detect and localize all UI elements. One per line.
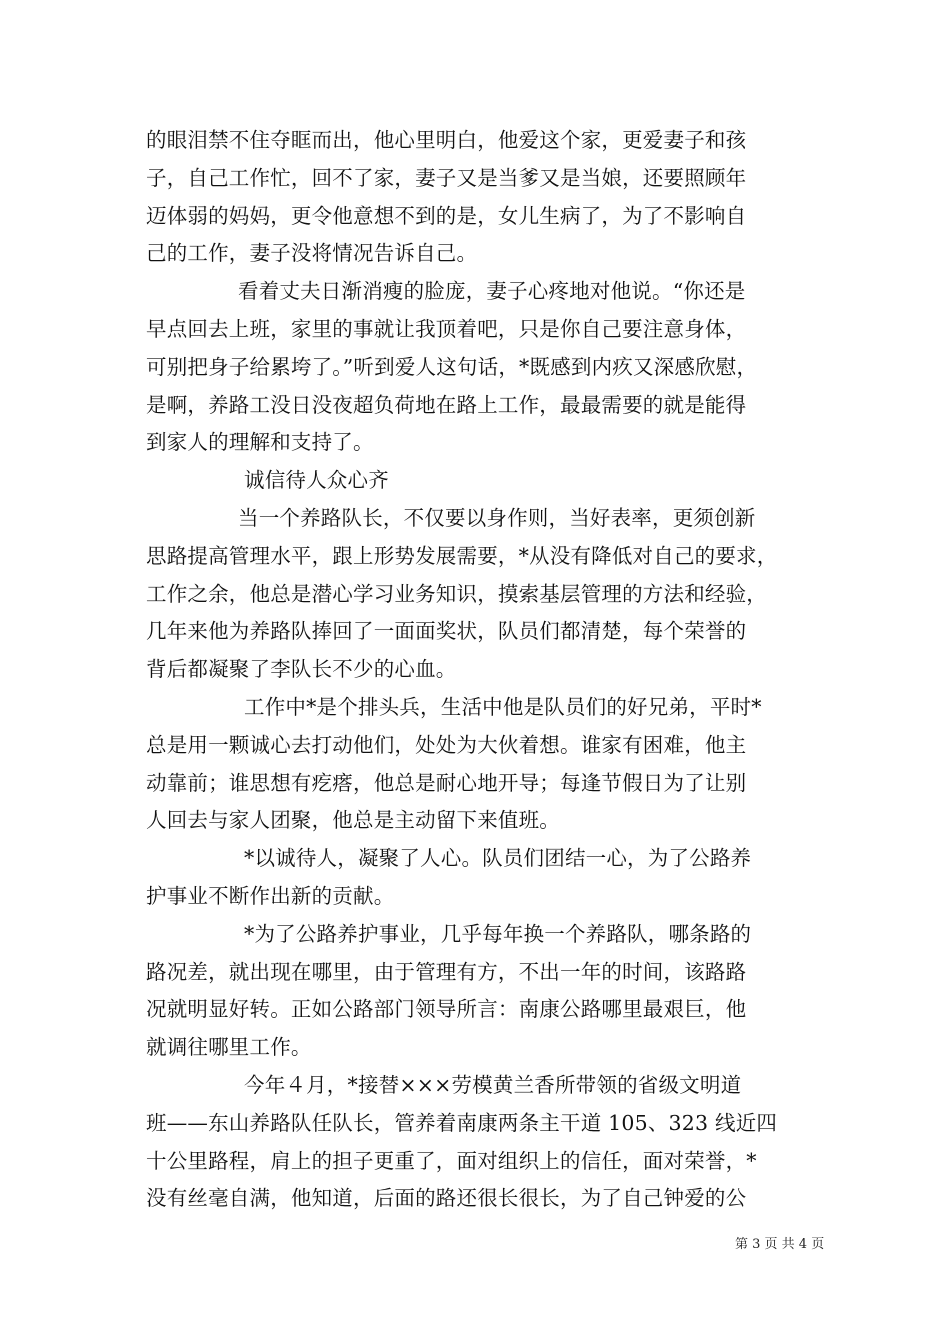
text-line: 总是用一颗诚心去打动他们，处处为大伙着想。谁家有困难，他主	[146, 732, 747, 757]
text-line: 当一个养路队长，不仅要以身作则，当好表率，更须创新	[238, 505, 756, 530]
text-line: 到家人的理解和支持了。	[146, 430, 374, 455]
section-heading	[146, 462, 816, 500]
text-line: 护事业不断作出新的贡献。	[146, 883, 395, 908]
heading-text: 诚信待人众心齐	[244, 468, 389, 493]
body-text	[146, 122, 816, 1218]
text-line: 思路提高管理水平，跟上形势发展需要，*从没有降低对自己的要求，	[146, 543, 778, 568]
text-line: 己的工作，妻子没将情况告诉自己。	[146, 241, 478, 266]
text-line: 是啊，养路工没日没夜超负荷地在路上工作，最最需要的就是能得	[146, 392, 747, 417]
text-line: 看着丈夫日渐消瘦的脸庞，妻子心疼地对他说。“你还是	[238, 279, 746, 304]
paragraph	[146, 840, 816, 916]
paragraph	[146, 1067, 816, 1218]
text-line: *以诚待人，凝聚了人心。队员们团结一心，为了公路养	[244, 846, 752, 871]
paragraph	[146, 689, 816, 840]
paragraph	[146, 273, 816, 462]
text-line: 路况差，就出现在哪里，由于管理有方，不出一年的时间，该路路	[146, 959, 747, 984]
text-line: 动靠前；谁思想有疙瘩，他总是耐心地开导；每逢节假日为了让别	[146, 770, 747, 795]
text-line: 早点回去上班，家里的事就让我顶着吧，只是你自己要注意身体，	[146, 316, 747, 341]
paragraph	[146, 122, 816, 273]
text-line: 况就明显好转。正如公路部门领导所言：南康公路哪里最艰巨，他	[146, 997, 747, 1022]
text-line: 工作中*是个排头兵，生活中他是队员们的好兄弟，平时*	[244, 694, 762, 719]
paragraph	[146, 500, 816, 689]
text-line: 工作之余，他总是潜心学习业务知识，摸索基层管理的方法和经验，	[146, 581, 767, 606]
text-line: 子，自己工作忙，回不了家，妻子又是当爹又是当娘，还要照顾年	[146, 165, 747, 190]
text-line: 可别把身子给累垮了。”听到爱人这句话，*既感到内疚又深感欣慰，	[146, 354, 758, 379]
text-line: 几年来他为养路队捧回了一面面奖状，队员们都清楚，每个荣誉的	[146, 619, 747, 644]
page-number: 第 3 页 共 4 页	[735, 1237, 825, 1252]
text-line: 班——东山养路队任队长，管养着南康两条主干道 105、323 线近四	[146, 1110, 778, 1135]
paragraph	[146, 916, 816, 1067]
text-line: 的眼泪禁不住夺眶而出，他心里明白，他爱这个家，更爱妻子和孩	[146, 128, 747, 152]
text-line: 十公里路程，肩上的担子更重了，面对组织上的信任，面对荣誉，*	[146, 1148, 757, 1173]
text-line: 没有丝毫自满，他知道，后面的路还很长很长，为了自己钟爱的公	[146, 1186, 747, 1211]
text-line: 人回去与家人团聚，他总是主动留下来值班。	[146, 808, 560, 833]
text-line: 迈体弱的妈妈，更令他意想不到的是，女儿生病了，为了不影响自	[146, 203, 747, 228]
text-line: 今年４月，*接替×××劳模黄兰香所带领的省级文明道	[244, 1072, 742, 1097]
text-line: *为了公路养护事业，几乎每年换一个养路队，哪条路的	[244, 921, 752, 946]
text-line: 就调往哪里工作。	[146, 1035, 312, 1060]
text-line: 背后都凝聚了李队长不少的心血。	[146, 657, 457, 682]
